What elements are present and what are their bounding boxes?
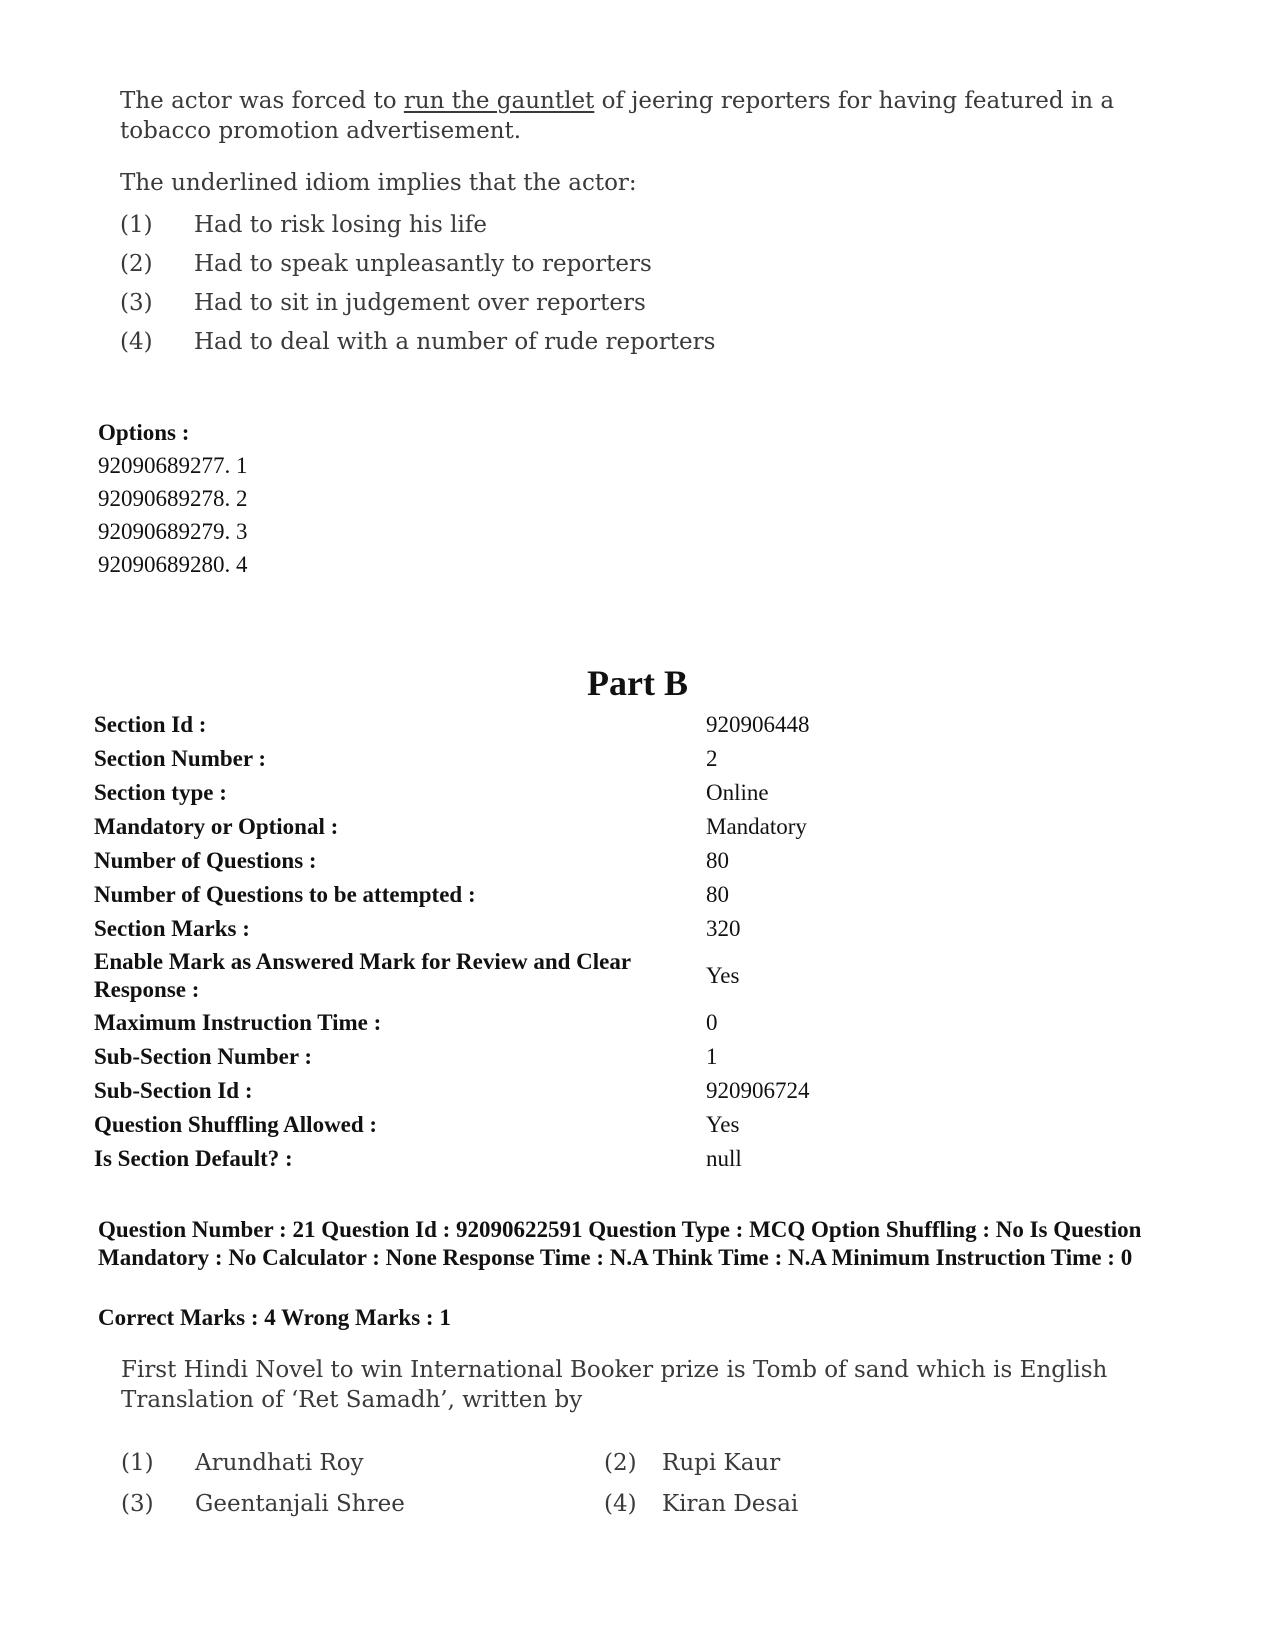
- question-stem: First Hindi Novel to win International Booker prize is Tomb of sand which is English Translation of ‘Ret Samadh’, written by: [121, 1357, 1108, 1413]
- detail-row: Number of Questions : 80: [94, 848, 729, 873]
- choice-1: (1) Had to risk losing his life: [120, 212, 487, 238]
- option-id: 92090689279. 3: [98, 519, 248, 544]
- section-details: [94, 708, 1194, 1176]
- question-prompt: The underlined idiom implies that the actor:: [120, 170, 637, 196]
- options-list: [98, 416, 248, 581]
- question-stem: The actor was forced to run the gauntlet of jeering reporters for having featured in a tobacco promotion advertisement.: [120, 88, 1115, 144]
- option-id: 92090689277. 1: [98, 453, 248, 478]
- detail-row: Section Marks : 320: [94, 916, 741, 941]
- detail-row: Mandatory or Optional : Mandatory: [94, 814, 807, 839]
- choice-3: (3) Had to sit in judgement over reporters: [120, 290, 646, 316]
- option-id: 92090689280. 4: [98, 552, 248, 577]
- detail-row: Sub-Section Id : 920906724: [94, 1078, 810, 1103]
- choice-3: (3) Geentanjali Shree: [121, 1491, 405, 1517]
- options-heading: Options :: [98, 420, 190, 445]
- choice-4: (4) Kiran Desai: [604, 1491, 799, 1517]
- question-info: Question Number : 21 Question Id : 92090622591 Question Type : MCQ Option Shuffling : No Is Question Mandatory : No Calculator : None Response Time : N.A Think Time : N.A Minimum Instruction Time : 0: [98, 1217, 1142, 1270]
- part-title: Part B: [587, 663, 688, 703]
- detail-row: Section Id : 920906448: [94, 712, 810, 737]
- detail-row: Enable Mark as Answered Mark for Review and Clear Response : Yes: [94, 949, 740, 1002]
- detail-row: Sub-Section Number : 1: [94, 1044, 718, 1069]
- detail-row: Number of Questions to be attempted : 80: [94, 882, 729, 907]
- detail-row: Question Shuffling Allowed : Yes: [94, 1112, 740, 1137]
- choice-2: (2) Rupi Kaur: [604, 1450, 781, 1476]
- option-id: 92090689278. 2: [98, 486, 248, 511]
- choice-1: (1) Arundhati Roy: [121, 1450, 364, 1476]
- detail-row: Maximum Instruction Time : 0: [94, 1010, 718, 1035]
- detail-row: Section type : Online: [94, 780, 769, 805]
- underlined-idiom: run the gauntlet: [403, 88, 595, 114]
- detail-row: Is Section Default? : null: [94, 1146, 742, 1171]
- choice-4: (4) Had to deal with a number of rude reporters: [120, 329, 716, 355]
- choice-2: (2) Had to speak unpleasantly to reporters: [120, 251, 652, 277]
- detail-row: Section Number : 2: [94, 746, 718, 771]
- question-marks: Correct Marks : 4 Wrong Marks : 1: [98, 1305, 451, 1330]
